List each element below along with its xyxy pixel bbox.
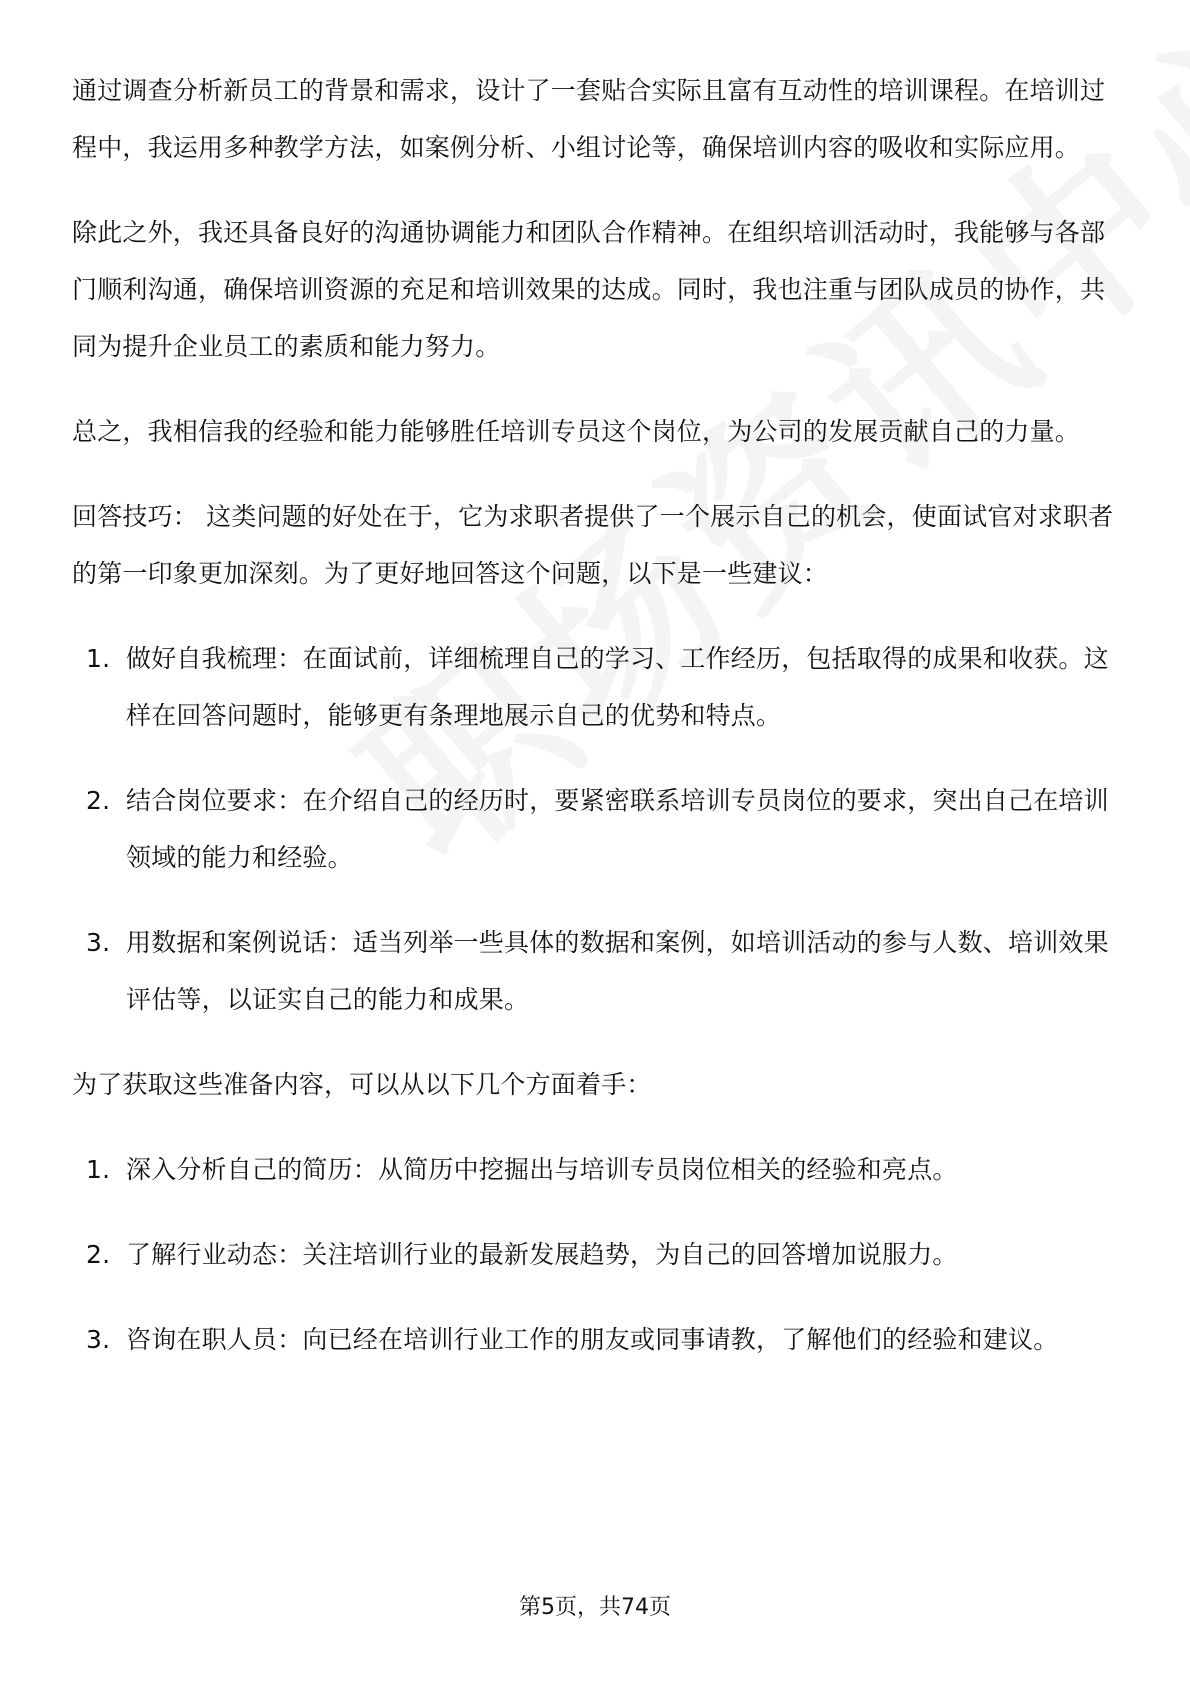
list-text: 结合岗位要求：在介绍自己的经历时，要紧密联系培训专员岗位的要求，突出自己在培训领域的能力和经验。 <box>126 786 1109 872</box>
page-footer: 第5页，共74页 <box>519 1595 671 1620</box>
prep-list <box>72 1141 1124 1368</box>
list-item <box>72 772 1124 886</box>
paragraph-communication: 除此之外，我还具备良好的沟通协调能力和团队合作精神。在组织培训活动时，我能够与各部门顺利沟通，确保培训资源的充足和培训效果的达成。同时，我也注重与团队成员的协作，共同为提升企业员工的素质和能力努力。 <box>72 218 1106 361</box>
list-number: 1. <box>86 1155 111 1184</box>
paragraph-preparation: 为了获取这些准备内容，可以从以下几个方面着手： <box>72 1070 652 1099</box>
list-text: 做好自我梳理：在面试前，详细梳理自己的学习、工作经历，包括取得的成果和收获。这样在回答问题时，能够更有条理地展示自己的优势和特点。 <box>126 644 1109 730</box>
list-number: 2. <box>86 786 111 815</box>
list-item <box>72 1141 1124 1198</box>
list-text: 咨询在职人员：向已经在培训行业工作的朋友或同事请教，了解他们的经验和建议。 <box>126 1325 1059 1354</box>
document-body <box>72 62 1124 1396</box>
list-item <box>72 630 1124 744</box>
list-item <box>72 914 1124 1028</box>
list-text: 用数据和案例说话：适当列举一些具体的数据和案例，如培训活动的参与人数、培训效果评估等，以证实自己的能力和成果。 <box>126 928 1109 1014</box>
paragraph-answer-tips: 回答技巧： 这类问题的好处在于，它为求职者提供了一个展示自己的机会，使面试官对求职者的第一印象更加深刻。为了更好地回答这个问题，以下是一些建议： <box>72 502 1114 588</box>
list-number: 3. <box>86 928 111 957</box>
paragraph-training-design: 通过调查分析新员工的背景和需求，设计了一套贴合实际且富有互动性的培训课程。在培训过程中，我运用多种教学方法，如案例分析、小组讨论等，确保培训内容的吸收和实际应用。 <box>72 76 1106 162</box>
list-text: 了解行业动态：关注培训行业的最新发展趋势，为自己的回答增加说服力。 <box>126 1240 958 1269</box>
list-text: 深入分析自己的简历：从简历中挖掘出与培训专员岗位相关的经验和亮点。 <box>126 1155 958 1184</box>
tips-list <box>72 630 1124 1028</box>
paragraph-conclusion: 总之，我相信我的经验和能力能够胜任培训专员这个岗位，为公司的发展贡献自己的力量。 <box>72 417 1081 446</box>
list-number: 1. <box>86 644 111 673</box>
list-number: 3. <box>86 1325 111 1354</box>
list-item <box>72 1311 1124 1368</box>
list-number: 2. <box>86 1240 111 1269</box>
list-item <box>72 1226 1124 1283</box>
